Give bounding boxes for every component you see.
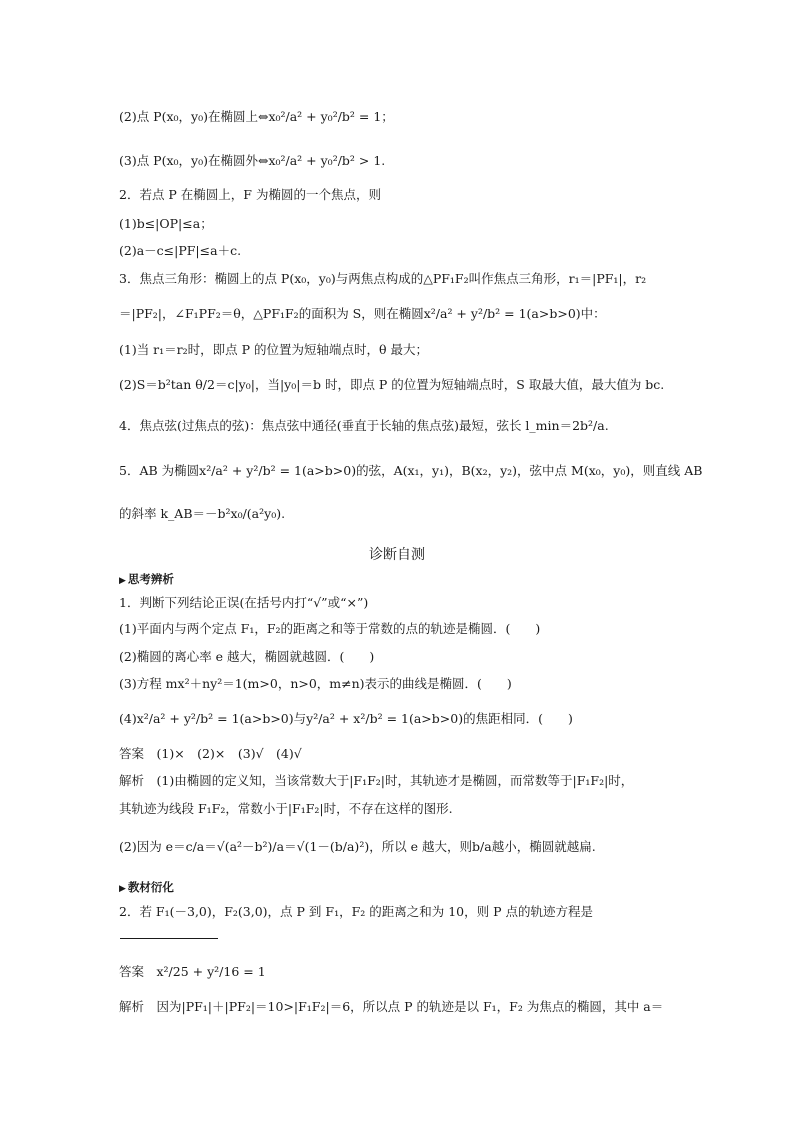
lines-line: (2)点 P(x₀，y₀)在椭圆上⇔x₀²/a² + y₀²/b² = 1； bbox=[119, 109, 394, 124]
lines-line: 4．焦点弦(过焦点的弦)：焦点弦中通径(垂直于长轴的焦点弦)最短，弦长 l_min＝2b²/a. bbox=[119, 418, 609, 433]
q1-line: (2)椭圆的离心率 e 越大，椭圆就越圆．( ) bbox=[119, 649, 375, 664]
q1-line: 答案 (1)× (2)× (3)√ (4)√ bbox=[119, 746, 302, 761]
subheading-thinking bbox=[119, 570, 679, 590]
lines-line: 5．AB 为椭圆x²/a² + y²/b² = 1(a>b>0)的弦，A(x₁，y₁)，B(x₂，y₂)，弦中点 M(x₀，y₀)，则直线 AB bbox=[119, 463, 703, 478]
lines-line: (2)a－c≤|PF|≤a＋c. bbox=[119, 243, 242, 258]
q2-line: 解析 因为|PF₁|＋|PF₂|＝10>|F₁F₂|＝6，所以点 P 的轨迹是以 F₁，F₂ 为焦点的椭圆，其中 a＝ bbox=[119, 999, 664, 1014]
lines-line: 2．若点 P 在椭圆上，F 为椭圆的一个焦点，则 bbox=[119, 187, 381, 202]
lines-line: (1)b≤|OP|≤a； bbox=[119, 216, 213, 231]
q1-line: (4)x²/a² + y²/b² = 1(a>b>0)与y²/a² + x²/b² = 1(a>b>0)的焦距相同．( ) bbox=[119, 711, 573, 726]
lines-line: (1)当 r₁＝r₂时，即点 P 的位置为短轴端点时，θ 最大； bbox=[119, 342, 429, 357]
answer-blank bbox=[120, 938, 218, 939]
q1-line: (2)因为 e＝c/a＝√(a²－b²)/a＝√(1－(b/a)²)，所以 e 越大，则b/a越小，椭圆就越扁. bbox=[119, 839, 596, 854]
q2-line: 答案 x²/25 + y²/16 = 1 bbox=[119, 964, 266, 979]
section-title: 诊断自测 bbox=[369, 547, 425, 563]
lines-line: (2)S＝b²tan θ/2＝c|y₀|，当|y₀|＝b 时，即点 P 的位置为短轴端点时，S 取最大值，最大值为 bc. bbox=[119, 377, 665, 392]
subheading-textbook bbox=[119, 878, 679, 898]
triangle-right-icon: ▶ bbox=[119, 576, 126, 586]
q2-line: 2．若 F₁(－3,0)，F₂(3,0)，点 P 到 F₁，F₂ 的距离之和为 10，则 P 点的轨迹方程是 bbox=[119, 904, 593, 919]
subheading-label: 思考辨析 bbox=[127, 572, 174, 586]
lines-line: (3)点 P(x₀，y₀)在椭圆外⇔x₀²/a² + y₀²/b² > 1. bbox=[119, 153, 386, 168]
q1-line: 其轨迹为线段 F₁F₂，常数小于|F₁F₂|时，不存在这样的图形. bbox=[119, 801, 453, 816]
lines-line: ＝|PF₂|，∠F₁PF₂＝θ，△PF₁F₂的面积为 S，则在椭圆x²/a² + y²/b² = 1(a>b>0)中： bbox=[119, 306, 606, 321]
q1-line: 1．判断下列结论正误(在括号内打“√”或“×”) bbox=[119, 595, 369, 610]
triangle-right-icon: ▶ bbox=[119, 884, 126, 894]
subheading-label: 教材衍化 bbox=[127, 880, 174, 894]
q1-line: (1)平面内与两个定点 F₁，F₂的距离之和等于常数的点的轨迹是椭圆．( ) bbox=[119, 621, 541, 636]
lines-line: 3．焦点三角形：椭圆上的点 P(x₀，y₀)与两焦点构成的△PF₁F₂叫作焦点三角形，r₁＝|PF₁|，r₂ bbox=[119, 271, 647, 286]
q1-line: 解析 (1)由椭圆的定义知，当该常数大于|F₁F₂|时，其轨迹才是椭圆，而常数等于|F₁F₂|时， bbox=[119, 773, 634, 788]
q1-line: (3)方程 mx²＋ny²＝1(m>0，n>0，m≠n)表示的曲线是椭圆．( ) bbox=[119, 676, 512, 691]
lines-line: 的斜率 k_AB＝－b²x₀/(a²y₀). bbox=[119, 506, 286, 521]
